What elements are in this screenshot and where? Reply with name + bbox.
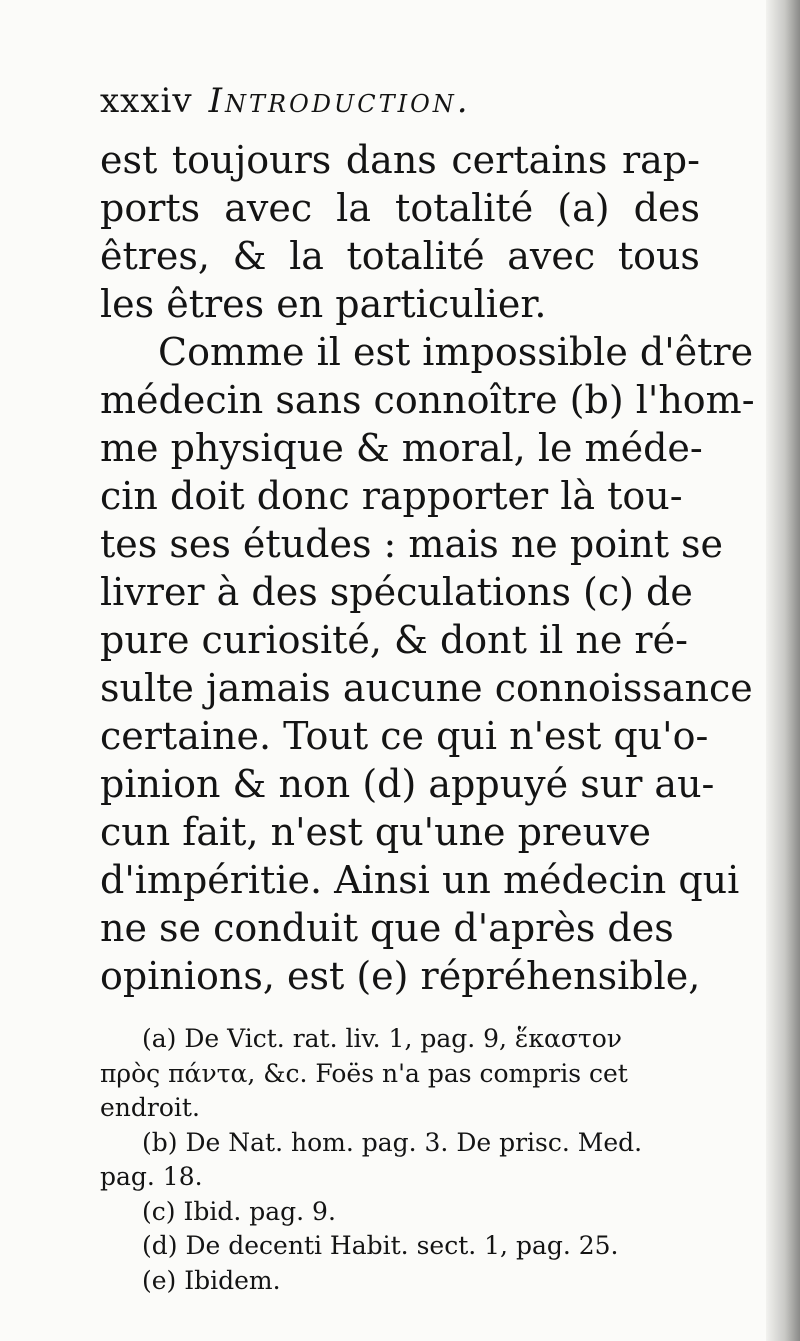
text-line: certaine. Tout ce qui n'est qu'o- — [100, 714, 709, 758]
text-line: livrer à des spéculations (c) de — [100, 570, 693, 614]
page-number: xxxiv — [100, 81, 193, 121]
text-line: cin doit donc rapporter là tou- — [100, 474, 683, 518]
footnote-b-cont: pag. 18. — [100, 1162, 203, 1191]
text-line: tes ses études : mais ne point se — [100, 522, 724, 566]
word: avec — [507, 234, 596, 278]
word: totalité — [395, 186, 534, 230]
text-line: pinion & non (d) appuyé sur au- — [100, 762, 715, 806]
word: ports — [100, 186, 201, 230]
text-line: ne se conduit que d'après des — [100, 906, 674, 950]
word: rap- — [621, 138, 700, 182]
text-line: les êtres en particulier. — [100, 282, 547, 326]
word: (a) — [557, 186, 610, 230]
paragraph-start-line: Comme il est impossible d'être — [158, 330, 754, 374]
word: dans — [345, 138, 437, 182]
footnote-b: (b) De Nat. hom. pag. 3. De prisc. Med. — [142, 1127, 643, 1157]
book-page — [100, 78, 755, 1298]
text-line: me physique & moral, le méde- — [100, 426, 703, 470]
text-line: d'impéritie. Ainsi un médecin qui — [100, 858, 740, 902]
word: la — [336, 186, 371, 230]
page-edge-shadow — [766, 0, 800, 1341]
text-line — [100, 184, 700, 232]
word: tous — [617, 234, 700, 278]
text-line: sulte jamais aucune connoissance — [100, 666, 753, 710]
running-title: Introduction. — [208, 81, 471, 121]
text-line: opinions, est (e) répréhensible, — [100, 954, 701, 998]
footnote-a-cont: endroit. — [100, 1093, 200, 1122]
word: avec — [224, 186, 313, 230]
footnote-d: (d) De decenti Habit. sect. 1, pag. 25. — [142, 1231, 619, 1260]
word: des — [633, 186, 700, 230]
word: totalité — [346, 234, 485, 278]
footnote-a-cont: πρὸς πάντα, &c. Foës n'a pas compris cet — [100, 1058, 628, 1088]
word: êtres, — [100, 234, 210, 278]
text-line: pure curiosité, & dont il ne ré- — [100, 618, 688, 662]
footnote-e: (e) Ibidem. — [142, 1265, 281, 1295]
footnotes — [100, 1022, 700, 1298]
main-text — [100, 136, 755, 1000]
text-line — [100, 232, 700, 280]
word: la — [289, 234, 324, 278]
text-line — [100, 136, 700, 184]
text-line: cun fait, n'est qu'une preuve — [100, 810, 652, 854]
word: est — [100, 138, 158, 182]
word: certains — [451, 138, 608, 182]
running-head — [100, 78, 700, 136]
footnote-c: (c) Ibid. pag. 9. — [142, 1196, 336, 1226]
footnote-a: (a) De Vict. rat. liv. 1, pag. 9, ἕκαστον — [142, 1024, 623, 1053]
text-line: médecin sans connoître (b) l'hom- — [100, 378, 755, 422]
word: & — [232, 234, 267, 278]
word: toujours — [171, 138, 332, 182]
